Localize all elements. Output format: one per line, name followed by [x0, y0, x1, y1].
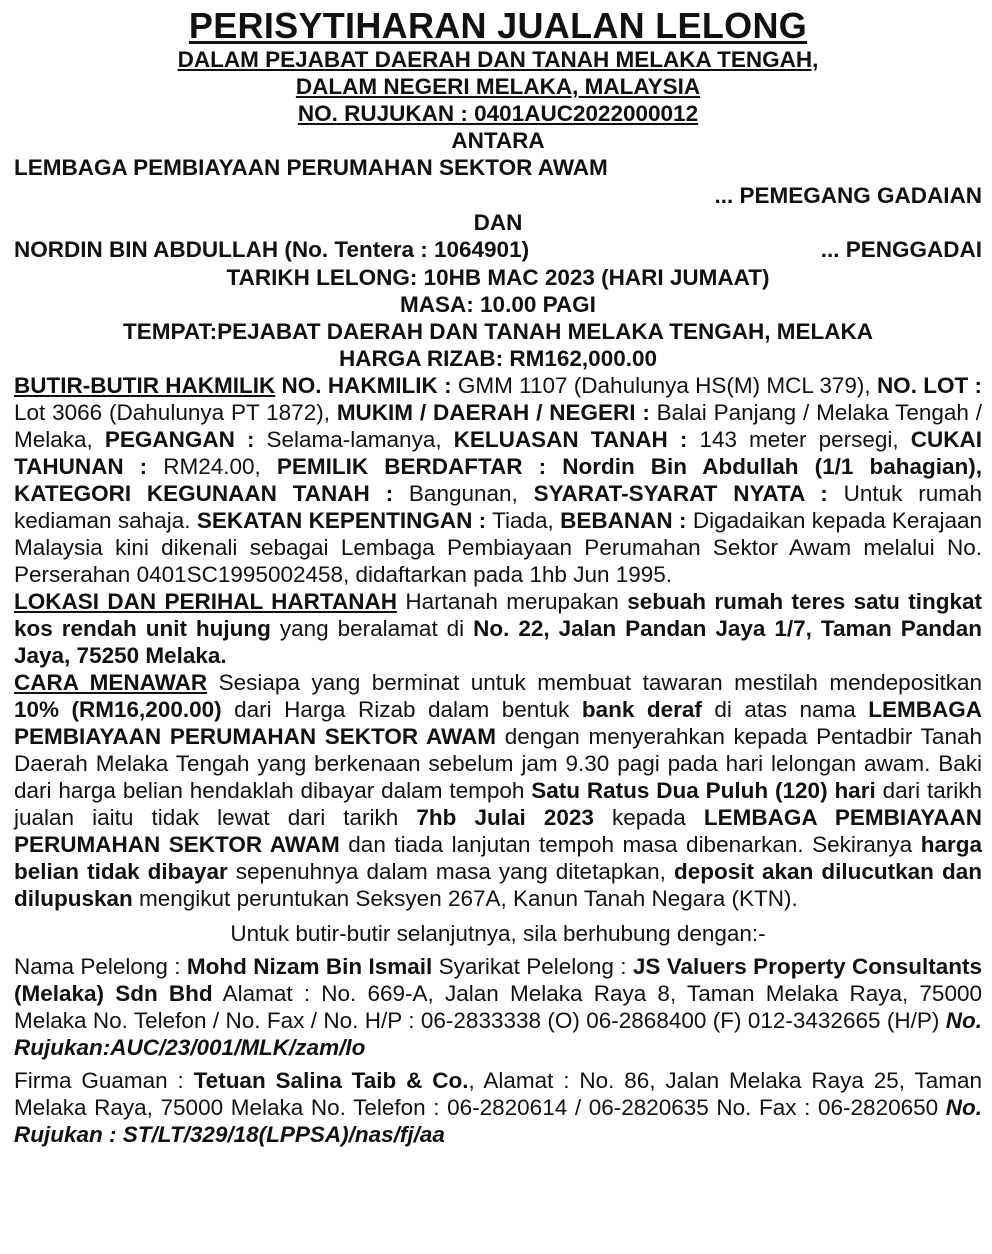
td-s13: PEMILIK BERDAFTAR : Nordin Bin Abdullah (1/1 bahagian), KATEGORI KEGUNAAN TANAH :	[14, 453, 982, 506]
auction-place: TEMPAT:PEJABAT DAERAH DAN TANAH MELAKA TENGAH, MELAKA	[123, 318, 873, 344]
bid-s02: 10% (RM16,200.00)	[14, 696, 222, 722]
sol-s02: Tetuan Salina Taib & Co.	[193, 1067, 469, 1093]
chargor-role: ... PENGGADAI	[820, 237, 982, 262]
bid-s16: deposit akan dilucutkan dan dilupuskan	[14, 858, 982, 911]
td-s09: KELUASAN TANAH :	[453, 426, 688, 452]
td-s15: SYARAT-SYARAT NYATA :	[533, 480, 828, 506]
td-s01: NO. HAKMILIK :	[275, 372, 452, 398]
sol-s03: , Alamat : No. 86, Jalan Melaka Raya 25, Taman Melaka Raya, 75000 Melaka No. Telefon : 06-2820614 / 06-2820635 No. Fax : 06-2820650	[14, 1067, 982, 1120]
auc-s05: Alamat : No. 669-A, Jalan Melaka Raya 8, Taman Melaka Raya, 75000 Melaka No. Telefon / No. Fax / No. H/P : 06-2833338 (O) 06-2868400 (F) 012-3432665 (H/P)	[14, 980, 982, 1033]
bid-s03: dari Harga Rizab dalam bentuk	[221, 696, 582, 722]
chargor-row	[14, 236, 982, 264]
loc-s02: sebuah rumah teres satu tingkat kos rendah unit hujung	[14, 588, 982, 641]
auc-s01: Nama Pelelong :	[14, 953, 187, 979]
bid-s01: Sesiapa yang berminat untuk membuat tawaran mestilah mendepositkan	[207, 669, 982, 695]
reserve-price: HARGA RIZAB: RM162,000.00	[339, 345, 657, 371]
contact-note: Untuk butir-butir selanjutnya, sila berhubung dengan:-	[230, 920, 766, 946]
chargee-name: LEMBAGA PEMBIAYAAN PERUMAHAN SEKTOR AWAM	[14, 155, 608, 180]
bidding-heading: CARA MENAWAR	[14, 669, 208, 695]
notice-subtitle-office: DALAM PEJABAT DAERAH DAN TANAH MELAKA TENGAH,	[177, 47, 819, 72]
td-s05: MUKIM / DAERAH / NEGERI :	[336, 399, 650, 425]
td-s08: Selama-lamanya,	[254, 426, 454, 452]
auc-s04: JS Valuers Property Consultants (Melaka) Sdn Bhd	[14, 953, 982, 1006]
bid-s09: dari tarikh jualan iaitu tidak lewat dari tarikh	[14, 777, 983, 830]
td-s06: Balai Panjang / Melaka Tengah / Melaka,	[14, 399, 982, 452]
loc-s01: Hartanah merupakan	[397, 588, 628, 614]
bid-s12: LEMBAGA PEMBIAYAAN PERUMAHAN SEKTOR AWAM	[14, 804, 982, 857]
td-s07: PEGANGAN :	[104, 426, 255, 452]
notice-reference: NO. RUJUKAN : 0401AUC2022000012	[297, 101, 699, 126]
loc-s04: No. 22, Jalan Pandan Jaya 1/7, Taman Pandan Jaya, 75250 Melaka.	[14, 615, 982, 668]
title-details-heading: BUTIR-BUTIR HAKMILIK	[14, 372, 276, 398]
auction-date: TARIKH LELONG: 10HB MAC 2023 (HARI JUMAAT)	[226, 264, 770, 290]
solicitor-paragraph	[14, 1067, 982, 1148]
bid-s15: sepenuhnya dalam masa yang ditetapkan,	[227, 858, 674, 884]
auc-s06: No. Rujukan:AUC/23/001/MLK/zam/lo	[14, 1007, 982, 1060]
sol-s01: Firma Guaman :	[14, 1067, 194, 1093]
bid-s07: dengan menyerahkan kepada Pentadbir Tanah Daerah Melaka Tengah yang berkenaan sebelum jam 9.30 pagi pada hari lelongan awam. Baki dari harga belian hendaklah dibayar dalam tempoh	[14, 723, 982, 803]
td-s19: BEBANAN :	[560, 507, 687, 533]
sol-s04: No. Rujukan : ST/LT/329/18(LPPSA)/nas/fj/aa	[14, 1094, 982, 1147]
td-s16: Untuk rumah kediaman sahaja.	[14, 480, 982, 533]
bid-s05: di atas nama	[701, 696, 869, 722]
td-s02: GMM 1107 (Dahulunya HS(M) MCL 379),	[451, 372, 877, 398]
bid-s14: harga belian tidak dibayar	[14, 831, 982, 884]
auc-s02: Mohd Nizam Bin Ismail	[186, 953, 433, 979]
chargee-role: ... PEMEGANG GADAIAN	[714, 182, 982, 208]
antara-label: ANTARA	[451, 128, 545, 153]
td-s11: CUKAI TAHUNAN :	[14, 426, 982, 479]
td-s20: Digadaikan kepada Kerajaan Malaysia kini dikenali sebagai Lembaga Pembiayaan Perumahan Sektor Awam melalui No. Perserahan 0401SC1995002458, didaftarkan pada 1hb Jun 1995.	[14, 507, 982, 587]
auc-s03: Syarikat Pelelong :	[432, 953, 633, 979]
td-s10: 143 meter persegi,	[687, 426, 911, 452]
dan-label: DAN	[473, 210, 523, 235]
auctioneer-paragraph	[14, 953, 982, 1061]
td-s12: RM24.00,	[147, 453, 277, 479]
bid-s04: bank deraf	[581, 696, 702, 722]
location-paragraph	[14, 588, 982, 669]
title-details-paragraph	[14, 372, 982, 588]
location-heading: LOKASI DAN PERIHAL HARTANAH	[14, 588, 397, 614]
bidding-paragraph	[14, 669, 982, 912]
td-s04: Lot 3066 (Dahulunya PT 1872),	[14, 399, 337, 425]
notice-title: PERISYTIHARAN JUALAN LELONG	[188, 5, 808, 46]
bid-s06: LEMBAGA PEMBIAYAAN PERUMAHAN SEKTOR AWAM	[14, 696, 982, 749]
bid-s17: mengikut peruntukan Seksyen 267A, Kanun Tanah Negara (KTN).	[132, 885, 798, 911]
bid-s08: Satu Ratus Dua Puluh (120) hari	[531, 777, 876, 803]
bid-s13: dan tiada lanjutan tempoh masa dibenarkan. Sekiranya	[339, 831, 921, 857]
loc-s03: yang beralamat di	[270, 615, 474, 641]
chargor-name: NORDIN BIN ABDULLAH (No. Tentera : 1064901)	[14, 237, 530, 262]
td-s14: Bangunan,	[393, 480, 534, 506]
notice-subtitle-state: DALAM NEGERI MELAKA, MALAYSIA	[295, 74, 701, 99]
bid-s10: 7hb Julai 2023	[416, 804, 594, 830]
td-s18: Tiada,	[486, 507, 561, 533]
td-s17: SEKATAN KEPENTINGAN :	[196, 507, 487, 533]
auction-time: MASA: 10.00 PAGI	[400, 291, 596, 317]
td-s03: NO. LOT :	[876, 372, 982, 398]
bid-s11: kepada	[593, 804, 704, 830]
